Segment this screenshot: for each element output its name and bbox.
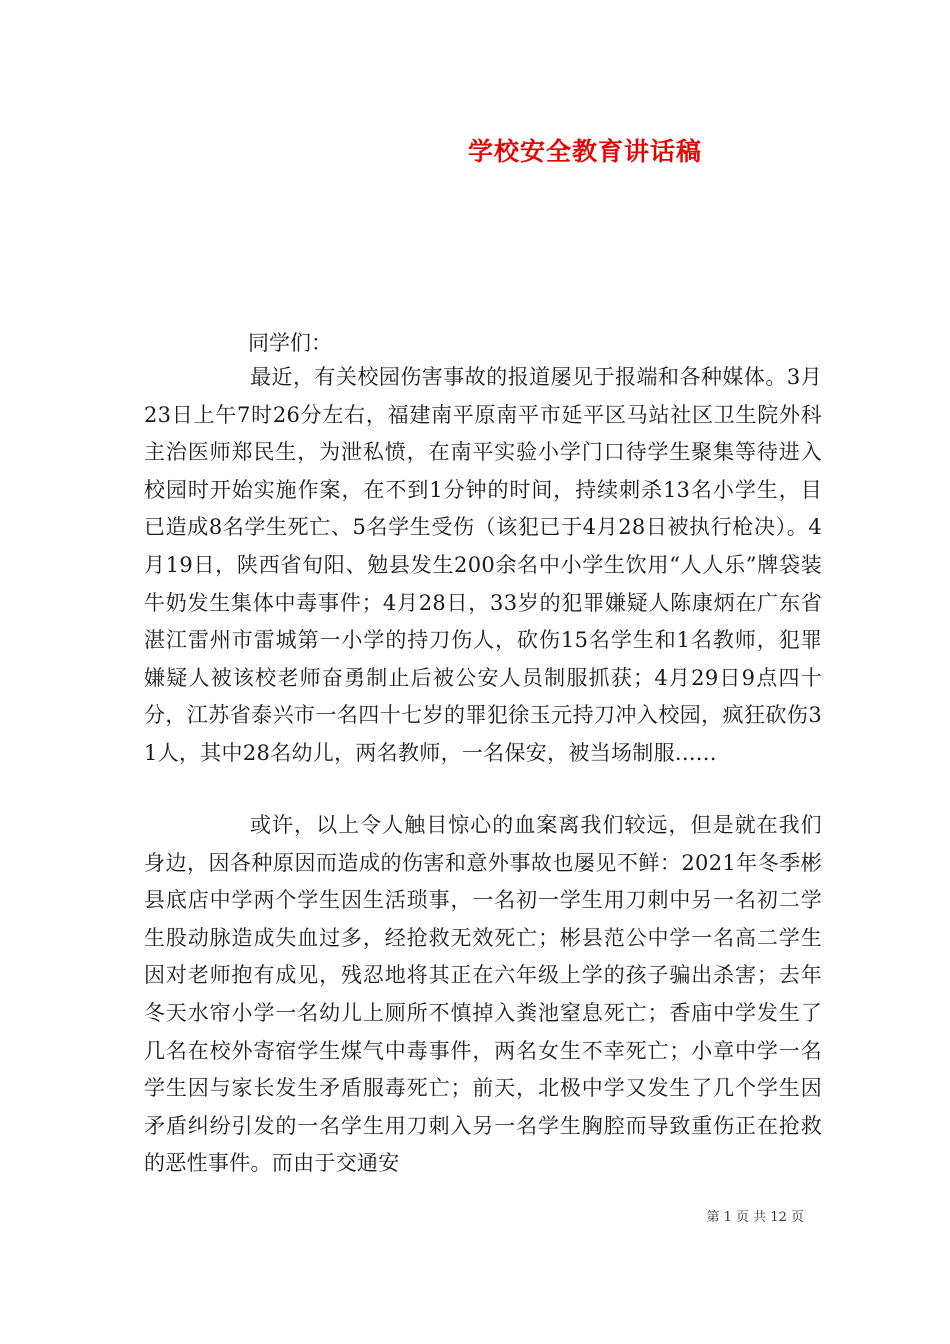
body-paragraph-1: 最近，有关校园伤害事故的报道屡见于报端和各种媒体。3月23日上午7时26分左右，福建南平原南平市延平区马站社区卫生院外科主治医师郑民生，为泄私愤，在南平实验小学门口待学生聚集等待进入校园时开始实施作案，在不到1分钟的时间，持续刺杀13名小学生，目已造成8名学生死亡、5名学生受伤（该犯已于4月28日被执行枪决）。4月19日，陕西省旬阳、勉县发生200余名中小学生饮用“人人乐”牌袋装牛奶发生集体中毒事件；4月28日，33岁的犯罪嫌疑人陈康炳在广东省湛江雷州市雷城第一小学的持刀伤人，砍伤15名学生和1名教师，犯罪嫌疑人被该校老师奋勇制止后被公安人员制服抓获；4月29日9点四十分，江苏省泰兴市一名四十七岁的罪犯徐玉元持刀冲入校园，疯狂砍伤31人，其中28名幼儿，两名教师，一名保安，被当场制服......	[144, 365, 822, 765]
page-number-footer: 第 1 页 共 12 页	[706, 1210, 804, 1225]
body-paragraph-2: 或许，以上令人触目惊心的血案离我们较远，但是就在我们身边，因各种原因而造成的伤害和意外事故也屡见不鲜：2021年冬季彬县底店中学两个学生因生活琐事，一名初一学生用刀刺中另一名初二学生股动脉造成失血过多，经抢救无效死亡；彬县范公中学一名高二学生因对老师抱有成见，残忍地将其正在六年级上学的孩子骗出杀害；去年冬天水帘小学一名幼儿上厕所不慎掉入粪池窒息死亡；香庙中学发生了几名在校外寄宿学生煤气中毒事件，两名女生不幸死亡；小章中学一名学生因与家长发生矛盾服毒死亡；前天，北极中学又发生了几个学生因矛盾纠纷引发的一名学生用刀刺入另一名学生胸腔而导致重伤正在抢救的恶性事件。而由于交通安	[144, 813, 822, 1176]
greeting-line: 同学们：	[248, 331, 332, 355]
document-title: 学校安全教育讲话稿	[467, 137, 702, 166]
